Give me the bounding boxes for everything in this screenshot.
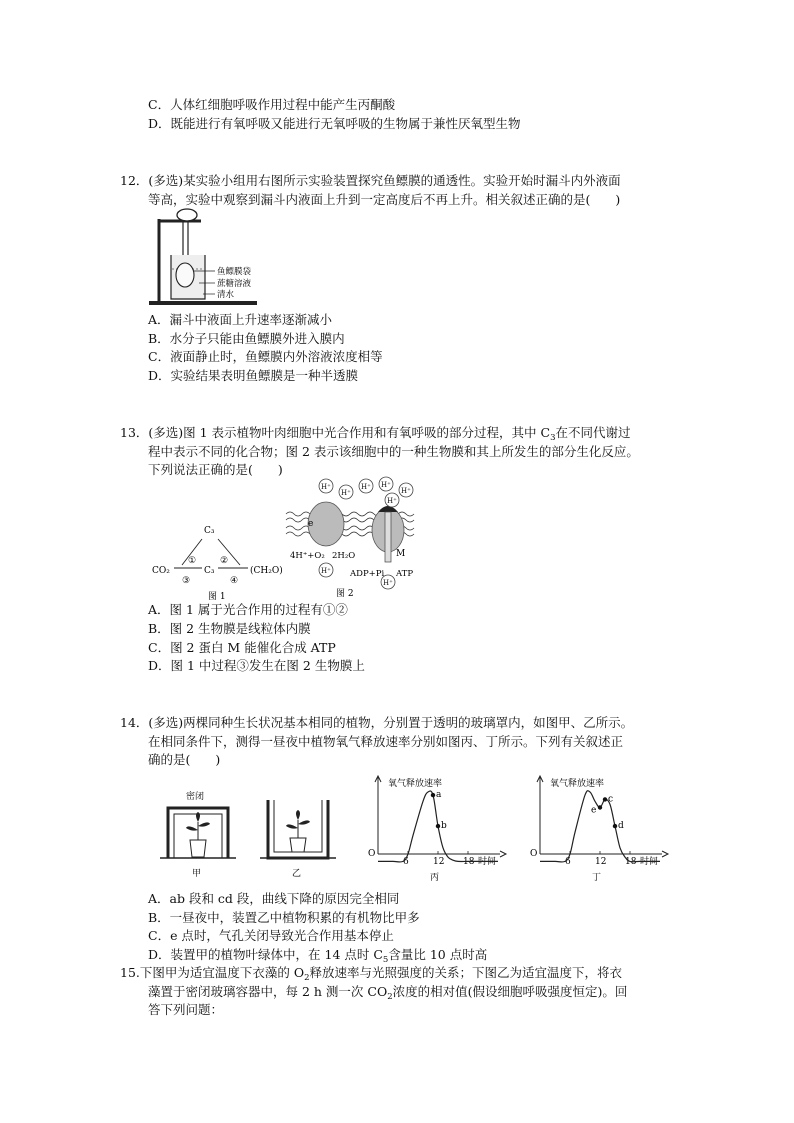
x-axis-label: 时间 bbox=[640, 857, 659, 867]
q14-option-b: B．一昼夜中，装置乙中植物积累的有机物比甲多 bbox=[148, 910, 420, 925]
chart-bing bbox=[366, 772, 516, 884]
oxygen-reaction-label: 4H⁺+O₂ bbox=[290, 551, 325, 561]
figure-1-cycle bbox=[148, 515, 288, 607]
q11-option-c: C．人体红细胞呼吸作用过程中能产生丙酮酸 bbox=[148, 97, 396, 112]
device-yi-figure bbox=[258, 800, 338, 880]
x-axis-label: 时间 bbox=[478, 857, 497, 867]
svg-text:④: ④ bbox=[230, 576, 239, 586]
y-axis-label: 氧气释放速率 bbox=[550, 779, 605, 789]
origin-label: O bbox=[368, 849, 376, 859]
q14-stem-line1: 14．(多选)两棵同种生长状况基本相同的植物，分别置于透明的玻璃罩内，如图甲、乙所示。 bbox=[120, 715, 634, 730]
chart-ding bbox=[528, 772, 678, 884]
q11-option-d: D．既能进行有氧呼吸又能进行无氧呼吸的生物属于兼性厌氧型生物 bbox=[148, 116, 521, 131]
q14-stem-line3: 确的是( ) bbox=[148, 752, 221, 767]
point-label-c: c bbox=[608, 794, 614, 805]
point-c bbox=[603, 797, 607, 801]
q13-option-b: B．图 2 生物膜是线粒体内膜 bbox=[148, 621, 311, 636]
q13-stem-line3: 下列说法正确的是( ) bbox=[148, 462, 283, 477]
q12-stem-line2: 等高，实验中观察到漏斗内液面上升到一定高度后不再上升。相关叙述正确的是( ) bbox=[148, 192, 621, 207]
co2-label: CO₂ bbox=[152, 566, 170, 576]
x-tick-label: 18 bbox=[463, 857, 475, 867]
svg-text:e: e bbox=[308, 519, 314, 529]
point-e bbox=[598, 805, 602, 809]
q12-option-a: A．漏斗中液面上升速率逐渐减小 bbox=[148, 312, 333, 327]
x-tick-label: 18 bbox=[625, 857, 637, 867]
q12-option-b: B．水分子只能由鱼鳔膜外进入膜内 bbox=[148, 331, 345, 346]
point-label-b: b bbox=[441, 821, 447, 832]
svg-text:H⁺: H⁺ bbox=[321, 567, 331, 575]
q13-option-c: C．图 2 蛋白 M 能催化合成 ATP bbox=[148, 640, 336, 655]
sucrose-label: 蔗糖溶液 bbox=[217, 279, 252, 289]
sealed-label: 密闭 bbox=[186, 792, 205, 802]
q12-stem-line1: 12．(多选)某实验小组用右图所示实验装置探究鱼鳔膜的通透性。实验开始时漏斗内外液面 bbox=[120, 173, 621, 188]
point-d bbox=[613, 824, 617, 828]
q13-option-a: A．图 1 属于光合作用的过程有①② bbox=[148, 602, 348, 617]
chart-caption: 丙 bbox=[430, 873, 440, 883]
q12-option-d: D．实验结果表明鱼鳔膜是一种半透膜 bbox=[148, 368, 359, 383]
fig1-caption: 图 1 bbox=[208, 592, 226, 602]
svg-text:①: ① bbox=[188, 556, 197, 566]
point-label-a: a bbox=[436, 790, 442, 801]
svg-text:H⁺: H⁺ bbox=[361, 483, 371, 491]
q14-option-a: A．ab 段和 cd 段，曲线下降的原因完全相同 bbox=[148, 891, 400, 906]
fig2-caption: 图 2 bbox=[336, 589, 354, 598]
point-label-d: d bbox=[618, 821, 624, 832]
svg-text:H⁺: H⁺ bbox=[383, 579, 393, 587]
svg-text:H⁺: H⁺ bbox=[387, 497, 397, 505]
point-b bbox=[436, 824, 440, 828]
svg-text:M: M bbox=[396, 549, 406, 559]
q14-option-d: D．装置甲的植物叶绿体中，在 14 点时 $C_5$含量比 10 点时高 bbox=[148, 947, 488, 965]
water-product-label: 2H₂O bbox=[332, 551, 356, 561]
q12-option-c: C．液面静止时，鱼鳔膜内外溶液浓度相等 bbox=[148, 349, 383, 364]
q13-stem-line1: 13．(多选)图 1 表示植物叶肉细胞中光合作用和有氧呼吸的部分过程，其中 $C_3$在不同代谢过 bbox=[120, 425, 631, 443]
svg-text:H⁺: H⁺ bbox=[381, 481, 391, 489]
svg-text:②: ② bbox=[220, 556, 229, 566]
q15-stem-line3: 答下列问题： bbox=[148, 1002, 224, 1017]
y-axis-label: 氧气释放速率 bbox=[388, 779, 443, 789]
atp-label: ATP bbox=[396, 569, 414, 579]
svg-text:H⁺: H⁺ bbox=[321, 483, 331, 491]
yi-caption: 乙 bbox=[292, 869, 302, 879]
c3-top-label: C₃ bbox=[204, 526, 215, 536]
adp-label: ADP+Pi bbox=[350, 569, 385, 579]
origin-label: O bbox=[530, 849, 538, 859]
q15-stem-line1: 15.下图甲为适宜温度下衣藻的 $O_2$释放速率与光照强度的关系；下图乙为适宜温度下，将衣 bbox=[120, 965, 623, 983]
q13-stem-line2: 程中表示不同的化合物；图 2 表示该细胞中的一种生物膜和其上所发生的部分生化反应。 bbox=[148, 444, 639, 459]
water-label: 清水 bbox=[217, 290, 235, 300]
ch2o-label: (CH₂O) bbox=[250, 566, 283, 576]
q13-option-d: D．图 1 中过程③发生在图 2 生物膜上 bbox=[148, 658, 365, 673]
x-tick-label: 12 bbox=[433, 857, 445, 867]
device-jia-figure bbox=[158, 788, 238, 880]
funnel-apparatus-figure bbox=[145, 207, 285, 309]
q14-stem-line2: 在相同条件下，测得一昼夜中植物氧气释放速率分别如图丙、丁所示。下列有关叙述正 bbox=[148, 734, 624, 749]
x-tick-label: 12 bbox=[595, 857, 607, 867]
svg-text:③: ③ bbox=[182, 576, 191, 586]
q15-stem-line2: 藻置于密闭玻璃容器中，每 2 h 测一次 $CO_2$浓度的相对值(假设细胞呼吸强度恒定)。回 bbox=[148, 984, 628, 1002]
point-a bbox=[431, 793, 435, 797]
point-label-e: e bbox=[591, 805, 597, 816]
fish-bladder-label: 鱼鳔膜袋 bbox=[217, 267, 252, 277]
jia-caption: 甲 bbox=[192, 869, 202, 879]
svg-text:H⁺: H⁺ bbox=[341, 489, 351, 497]
chart-caption: 丁 bbox=[592, 873, 602, 883]
c3-mid-label: C₃ bbox=[204, 566, 215, 576]
x-tick-label: 6 bbox=[403, 857, 409, 867]
figure-2-membrane bbox=[284, 476, 424, 598]
x-tick-label: 6 bbox=[565, 857, 571, 867]
q14-option-c: C．e 点时，气孔关闭导致光合作用基本停止 bbox=[148, 928, 394, 943]
svg-text:H⁺: H⁺ bbox=[401, 487, 411, 495]
